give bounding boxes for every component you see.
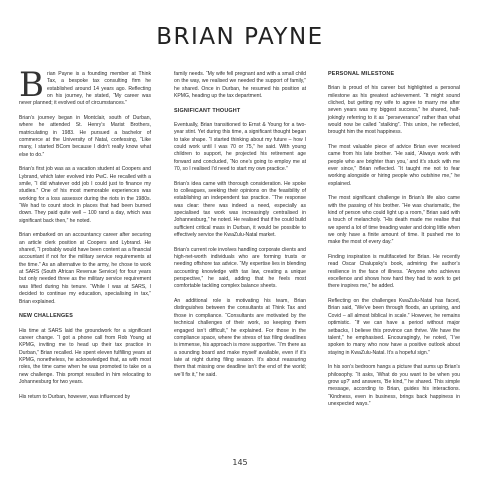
body-paragraph: Reflecting on the challenges KwaZulu-Natal has faced, Brian said, “We’ve been through floods, an uprising, and Covid – all almost biblical in scale.” However, he remains optimistic. “If we can have a period without major setbacks, I believe this province can thrive. We have the talent,” he emphasised. Encouragingly, he noted, “I’ve spoken to many who now have a positive outlook about staying in KwaZulu-Natal. It’s a hopeful sign.” (328, 298, 460, 356)
body-paragraph: Finding inspiration is multifaceted for Brian. He recently read Oscar Chalupsky’s book, admiring the author’s resilience in the face of illness. “Anyone who achieves excellence and shows how hard they had to work to get there inspires me,” he added. (328, 254, 460, 290)
body-paragraph: In his son’s bedroom hangs a picture that sums up Brian’s philosophy. “It asks, ‘What do you want to be when you grow up?’ and answers, ‘Be kind,’” he shared. This simple message, according to Brian, guides his interactions. “Kindness, even in business, brings back happiness in unexpected ways.” (328, 364, 460, 407)
section-heading: NEW CHALLENGES (19, 313, 74, 320)
column-1 (19, 65, 151, 408)
page-number: 145 (232, 458, 248, 467)
body-paragraph: Brian embarked on an accountancy career after securing an article clerk position at Coopers and Lybrand. He shared, “I probably would have been content as a financial accountant if not for the military service requirements at the time.” As an alternative to the army, he chose to work at SARS (South African Revenue Service) for four years but only needed three as the military service requirement was lifted during his tenure. “While I was at SARS, I decided to continue my education, specialising in tax,” Brian explained. (19, 232, 151, 305)
body-paragraph: The most valuable piece of advice Brian ever received came from his late brother. “He said, ‘Always work with people who are brighter than you,’ and it’s stuck with me ever since,” Brian reflected. “It taught me not to fear working alongside or hiring people who outshine me,” he explained. (328, 144, 460, 187)
intro-text: rian Payne is a founding member at Think Tax, a bespoke tax consulting firm he established around 14 years ago. Reflecting on his journey, he stated, “My career was never planned; it evolved out of circumstances.” (19, 71, 151, 107)
body-paragraph: The most significant challenge in Brian’s life also came with the passing of his brother. “He was charismatic, the kind of person who could light up a room,” Brian said with a touch of melancholy. “His death made me realise that we spend a lot of time treading water and doing little when we only have a finite amount of time. It pushed me to make the most of every day.” (328, 195, 460, 246)
body-paragraph: Brian is proud of his career but highlighted a personal milestone as his greatest achievement. “It might sound cliched, but getting my wife to agree to marry me after seven years was my biggest success,” he shared, half-jokingly referring to it as “perseverance” rather than what would now be called “stalking”. This union, he reflected, brought him the most happiness. (328, 85, 460, 136)
intro-paragraph (19, 65, 151, 108)
drop-cap: B (19, 65, 44, 105)
section-heading: PERSONAL MILESTONE (328, 71, 395, 77)
body-paragraph: Brian’s journey began in Montclair, south of Durban, where he attended St. Henry’s Marist Brothers, matriculating in 1983. He pursued a bachelor of commerce at the University of Natal, confessing, “Like many, I started BCom because I didn’t really know what else to do.” (19, 115, 151, 158)
body-paragraph: Eventually, Brian transitioned to Ernst & Young for a two-year stint. Yet during this time, a significant thought began to take shape. “I started thinking about my future – how I could work until I was 70 or 75,” he said. With young children to support, he projected his retirement age forward and concluded, “No one’s going to employ me at 70, so I realised I’d need to start my own practice.” (174, 122, 306, 173)
body-paragraph: His time at SARS laid the groundwork for a significant career change. “I got a phone call from Rob Young at KPMG, inviting me to head up their tax practice in Durban,” Brian recalled. He spent eleven fulfilling years at KPMG, nonetheless, he acknowledged that, as with most roles, the time came when he was promoted to take on a new challenge. This prompt resulted in him relocating to Johannesburg for two years. (19, 327, 151, 385)
body-paragraph: His return to Durban, however, was influenced by (19, 393, 130, 400)
body-paragraph: An additional role is motivating his team, Brian distinguishes between the consultants at Think Tax and those in compliance. “Consultants are motivated by the technical challenges of their work, so keeping them engaged isn’t difficult,” he explained. For those in the compliance space, where the stress of tax filing deadlines is immense, his approach is more supportive. “I’m there as a sounding board and make myself available, even if it’s late at night during filing season. It’s about reassuring them that missing one deadline isn’t the end of the world; we’ll fix it,” he said. (174, 298, 306, 378)
body-paragraph: family needs. “My wife fell pregnant and with a small child on the way, we realised we needed the support of family,” he shared. Once in Durban, he resumed his position at KPMG, heading up the tax department. (174, 71, 306, 100)
article-title: BRIAN PAYNE (156, 24, 324, 50)
column-3 (328, 71, 460, 416)
section-heading: SIGNIFICANT THOUGHT (174, 107, 241, 114)
body-paragraph: Brian’s first job was as a vacation student at Coopers and Lybrand, which later evolved into PwC. He recalled with a smile, “I did whatever odd job I could just to finance my studies.” One of his most memorable experiences was working for a loss assessor during the riots in the 1980s. “We had to count stock in places that had been burned down. They paid quite well – 100 rand a day, which was significant back then,” he noted. (19, 166, 151, 224)
column-2 (174, 71, 306, 386)
body-paragraph: Brian’s current role involves handling corporate clients and high-net-worth individuals who are forming trusts or needing offshore tax advice. “My expertise lies in blending accounting knowledge with tax law, creating a unique perspective,” he said, adding that he feels most comfortable tackling complex balance sheets. (174, 246, 306, 290)
body-paragraph: Brian’s idea came with thorough consideration. He spoke to colleagues, seeking their opinions on the feasibility of establishing an independent tax practice. “The response was clear: there was indeed a need, especially as specialised tax work was increasingly centralised in Johannesburg,” he noted. He realised that if he could build sufficient critical mass in Durban, it would be possible to effectively service the KwaZulu-Natal market. (174, 180, 306, 239)
